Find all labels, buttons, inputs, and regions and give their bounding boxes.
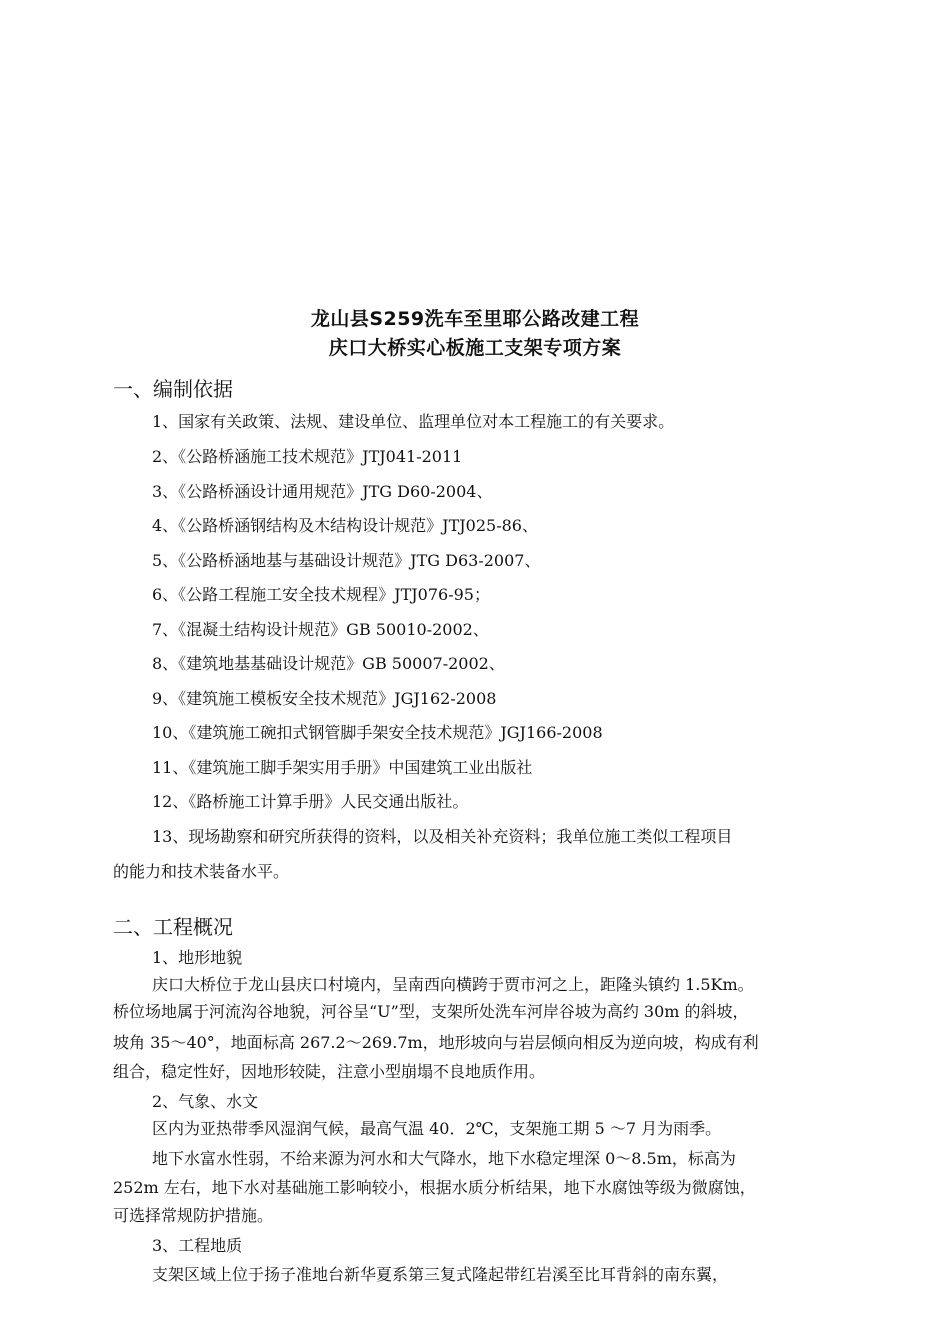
- paragraph-line: 252m 左右，地下水对基础施工影响较小，根据水质分析结果，地下水腐蚀等级为微腐蚀，: [113, 1178, 756, 1197]
- reference-item: 10、《建筑施工碗扣式钢管脚手架安全技术规范》JGJ166-2008: [152, 723, 603, 742]
- paragraph-line: 桥位场地属于河流沟谷地貌，河谷呈“U”型，支架所处洗车河岸谷坡为高约 30m 的斜坡，: [113, 1002, 749, 1021]
- reference-item: 11、《建筑施工脚手架实用手册》中国建筑工业出版社: [152, 758, 533, 777]
- reference-item: 3、《公路桥涵设计通用规范》JTG D60-2004、: [152, 482, 493, 501]
- section2-heading: 二、工程概况: [113, 915, 233, 939]
- document-title-line1: 龙山县S259洗车至里耶公路改建工程: [310, 308, 640, 330]
- paragraph-line: 支架区域上位于扬子准地台新华夏系第三复式隆起带红岩溪至比耳背斜的南东翼，: [152, 1265, 729, 1284]
- paragraph-line: 区内为亚热带季风湿润气候，最高气温 40．2℃，支架施工期 5 ～7 月为雨季。: [152, 1119, 722, 1138]
- subsection-heading-climate: 2、气象、水文: [152, 1092, 259, 1111]
- document-title-line2: 庆口大桥实心板施工支架专项方案: [328, 337, 622, 359]
- paragraph-line: 庆口大桥位于龙山县庆口村境内，呈南西向横跨于贾市河之上，距隆头镇约 1.5Km。: [152, 975, 754, 994]
- reference-item: 4、《公路桥涵钢结构及木结构设计规范》JTJ025-86、: [152, 516, 538, 535]
- subsection-heading-terrain: 1、地形地貌: [152, 948, 243, 967]
- reference-item: 12、《路桥施工计算手册》人民交通出版社。: [152, 792, 469, 811]
- reference-item-13: 13、现场勘察和研究所获得的资料，以及相关补充资料；我单位施工类似工程项目: [152, 827, 733, 846]
- subsection-heading-geology: 3、工程地质: [152, 1236, 243, 1255]
- reference-item: 5、《公路桥涵地基与基础设计规范》JTG D63-2007、: [152, 551, 541, 570]
- reference-item: 2、《公路桥涵施工技术规范》JTJ041-2011: [152, 447, 463, 466]
- reference-item: 6、《公路工程施工安全技术规程》JTJ076-95；: [152, 585, 490, 604]
- reference-item: 1、国家有关政策、法规、建设单位、监理单位对本工程施工的有关要求。: [152, 412, 675, 431]
- paragraph-line: 可选择常规防护措施。: [113, 1206, 274, 1225]
- reference-item: 9、《建筑施工模板安全技术规范》JGJ162-2008: [152, 689, 497, 708]
- paragraph-line: 组合，稳定性好，因地形较陡，注意小型崩塌不良地质作用。: [113, 1062, 546, 1081]
- paragraph-line: 坡角 35～40°，地面标高 267.2～269.7m，地形坡向与岩层倾向相反为逆向坡，构成有利: [113, 1033, 759, 1052]
- reference-item: 7、《混凝土结构设计规范》GB 50010-2002、: [152, 620, 489, 639]
- reference-item-13-continued: 的能力和技术装备水平。: [113, 862, 290, 881]
- reference-item: 8、《建筑地基基础设计规范》GB 50007-2002、: [152, 654, 505, 673]
- paragraph-line: 地下水富水性弱，不给来源为河水和大气降水，地下水稳定埋深 0～8.5m，标高为: [152, 1149, 736, 1168]
- section1-heading: 一、编制依据: [113, 377, 233, 401]
